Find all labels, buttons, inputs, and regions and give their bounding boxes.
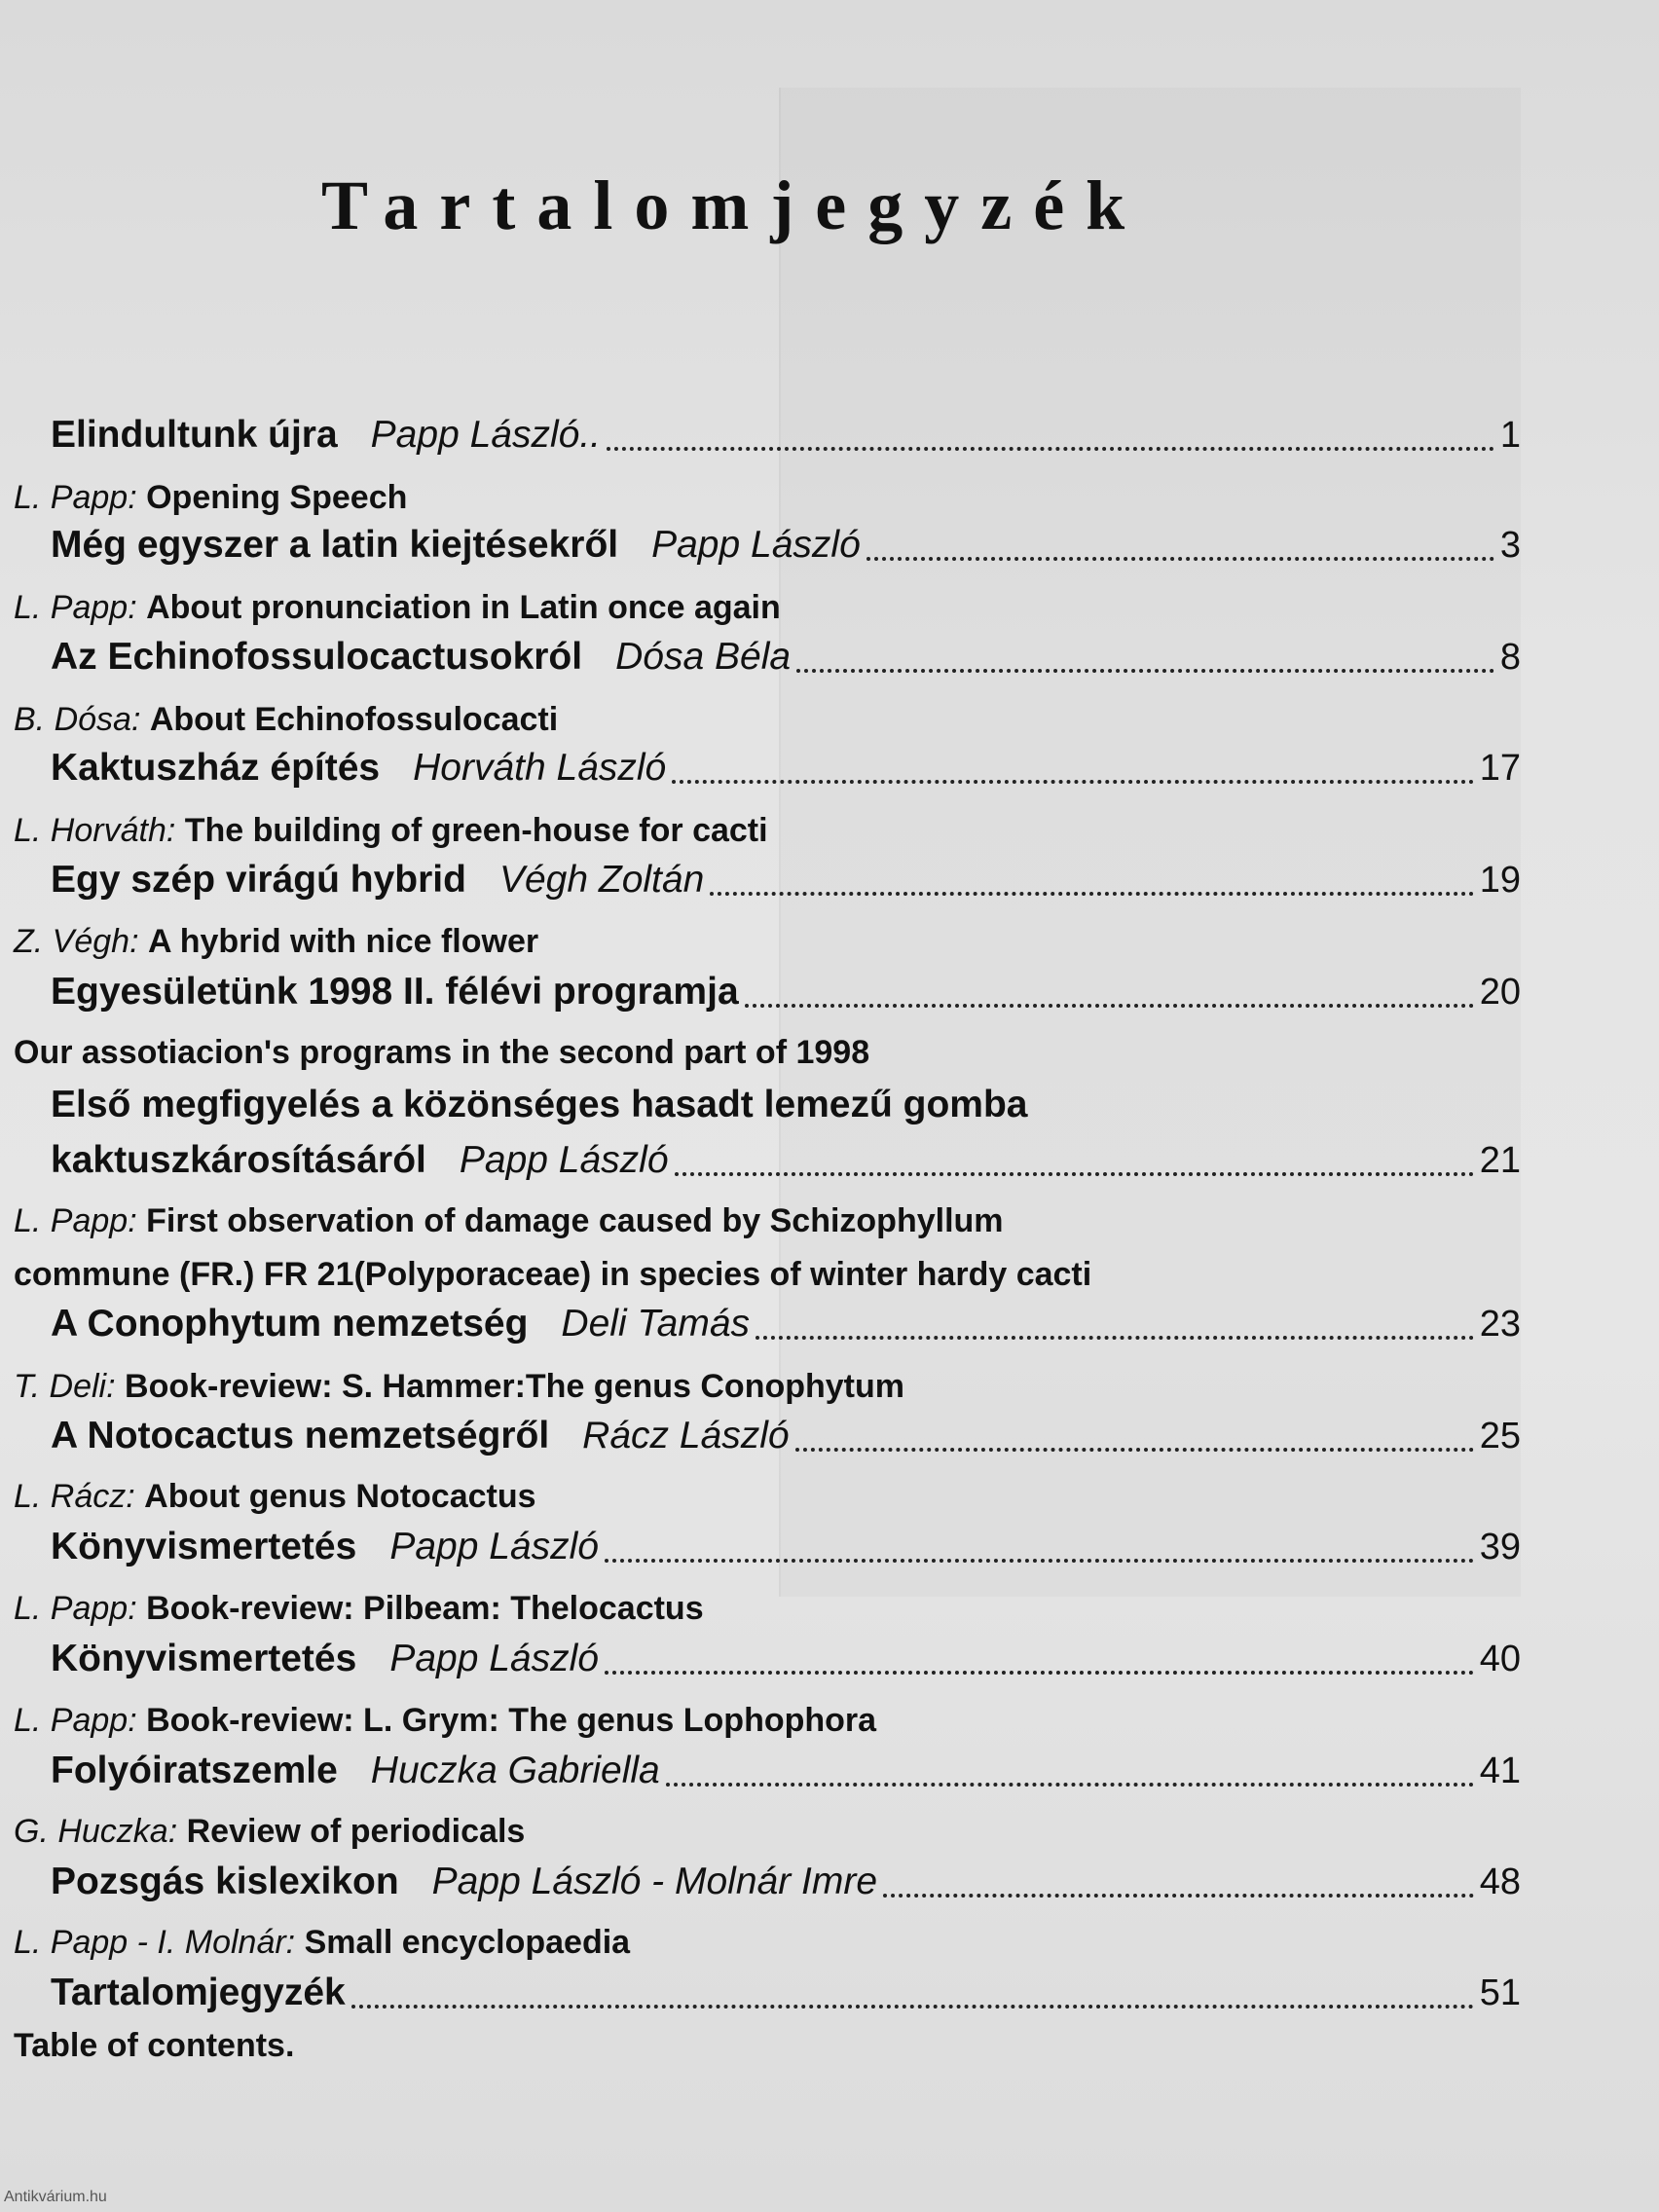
toc-entry-translation-line2	[14, 1256, 1091, 1299]
entry-page: 39	[1479, 1527, 1521, 1567]
entry-author: Papp László..	[370, 414, 601, 456]
translation-author: B. Dósa:	[14, 701, 141, 738]
translation-author: Z. Végh:	[14, 923, 139, 960]
translation-text: First observation of damage caused by Schizophyllum	[146, 1202, 1004, 1239]
toc-entry-main	[51, 524, 1521, 572]
entry-title: kaktuszkárosításáról	[51, 1139, 426, 1181]
entry-page: 40	[1479, 1639, 1521, 1679]
toc-entry-main	[51, 1526, 1521, 1574]
translation-author: L. Papp:	[14, 1590, 137, 1627]
translation-author: L. Papp:	[14, 1702, 137, 1739]
dot-leader	[710, 892, 1473, 896]
entry-author: Papp László - Molnár Imre	[431, 1861, 878, 1902]
watermark: Antikvárium.hu	[4, 2189, 107, 2205]
dot-leader	[675, 1172, 1474, 1176]
dot-leader	[866, 557, 1494, 561]
dot-leader	[605, 1559, 1474, 1563]
translation-text: About genus Notocactus	[144, 1478, 536, 1515]
entry-author: Papp László	[459, 1139, 669, 1181]
entry-title: Egyesületünk 1998 II. félévi programja	[51, 971, 739, 1013]
entry-author: Papp László	[389, 1526, 599, 1567]
toc-entry-translation	[14, 589, 781, 632]
dot-leader	[745, 1004, 1474, 1008]
dot-leader	[672, 780, 1473, 784]
entry-title: Pozsgás kislexikon	[51, 1861, 399, 1902]
translation-author: L. Rácz:	[14, 1478, 135, 1515]
entry-page: 20	[1479, 972, 1521, 1013]
translation-author: G. Huczka:	[14, 1813, 178, 1850]
translation-text: Book-review: Pilbeam: Thelocactus	[146, 1590, 704, 1627]
dot-leader	[605, 1671, 1474, 1675]
entry-title: Tartalomjegyzék	[51, 1972, 346, 2013]
toc-entry-main	[51, 859, 1521, 907]
dot-leader	[666, 1783, 1474, 1787]
entry-page: 23	[1479, 1304, 1521, 1345]
translation-text: Our assotiacion's programs in the second part of 1998	[14, 1034, 870, 1071]
toc-entry-main	[51, 1861, 1521, 1909]
translation-text: About Echinofossulocacti	[149, 701, 559, 738]
translation-text: Book-review: L. Grym: The genus Lophophora	[146, 1702, 877, 1739]
toc-entry-translation	[14, 1034, 869, 1077]
entry-title: Elindultunk újra	[51, 414, 338, 456]
toc-entry-main	[51, 1303, 1521, 1351]
entry-title: Könyvismertetés	[51, 1638, 357, 1679]
translation-author: L. Papp:	[14, 1202, 137, 1239]
toc-entry-main	[51, 971, 1521, 1019]
toc-entry-translation	[14, 1813, 525, 1856]
toc-entry-translation	[14, 2027, 294, 2070]
entry-title: Az Echinofossulocactusokról	[51, 636, 583, 678]
toc-entry-translation	[14, 1478, 536, 1521]
entry-page: 41	[1479, 1751, 1521, 1791]
toc-entry-main	[51, 414, 1521, 462]
toc-entry-translation	[14, 479, 407, 522]
entry-page: 19	[1479, 860, 1521, 901]
toc-entry-translation	[14, 701, 558, 744]
entry-title: Folyóiratszemle	[51, 1750, 338, 1791]
toc-entry-translation	[14, 923, 538, 966]
dot-leader	[796, 669, 1494, 673]
translation-text: A hybrid with nice flower	[147, 923, 539, 960]
dot-leader	[607, 447, 1494, 451]
entry-author: Papp László	[651, 524, 861, 566]
entry-author: Horváth László	[413, 747, 667, 789]
toc-entry-main	[51, 1415, 1521, 1463]
toc-entry-main-line1	[51, 1081, 1521, 1129]
entry-author: Végh Zoltán	[498, 859, 705, 901]
toc-entry-translation	[14, 1590, 704, 1633]
translation-author: L. Papp - I. Molnár:	[14, 1924, 296, 1961]
translation-author: L. Papp:	[14, 479, 137, 516]
toc-entry-translation	[14, 1702, 876, 1745]
translation-text: Table of contents.	[14, 2027, 295, 2064]
entry-page: 48	[1479, 1862, 1521, 1902]
entry-page: 51	[1479, 1972, 1521, 2013]
translation-author: T. Deli:	[14, 1368, 116, 1405]
toc-entry-main	[51, 1139, 1521, 1188]
translation-text-line2: commune (FR.) FR 21(Polyporaceae) in species of winter hardy cacti	[14, 1256, 1092, 1293]
entry-page: 17	[1479, 748, 1521, 789]
entry-title: Még egyszer a latin kiejtésekről	[51, 524, 619, 566]
toc-entry-translation	[14, 1368, 904, 1411]
dot-leader	[351, 2005, 1474, 2009]
entry-author: Dósa Béla	[615, 636, 792, 678]
entry-title-line1: Első megfigyelés a közönséges hasadt lemezű gomba	[51, 1084, 1028, 1125]
entry-author: Huczka Gabriella	[370, 1750, 660, 1791]
toc-entry-main	[51, 747, 1521, 795]
entry-title: A Notocactus nemzetségről	[51, 1415, 550, 1456]
entry-title: Kaktuszház építés	[51, 747, 381, 789]
entry-page: 3	[1499, 525, 1521, 566]
entry-page: 1	[1499, 415, 1521, 456]
entry-page: 25	[1479, 1416, 1521, 1456]
page-title: Tartalomjegyzék	[321, 166, 1147, 244]
translation-text: Opening Speech	[146, 479, 408, 516]
entry-title: A Conophytum nemzetség	[51, 1303, 529, 1345]
toc-entry-main	[51, 1972, 1521, 2020]
entry-title: Egy szép virágú hybrid	[51, 859, 466, 901]
entry-page: 8	[1499, 637, 1521, 678]
toc-entry-main	[51, 1750, 1521, 1798]
translation-text: Review of periodicals	[186, 1813, 526, 1850]
entry-title: Könyvismertetés	[51, 1526, 357, 1567]
entry-page: 21	[1479, 1140, 1521, 1181]
toc-entry-main	[51, 1638, 1521, 1686]
translation-text: About pronunciation in Latin once again	[146, 589, 781, 626]
entry-author: Rácz László	[582, 1415, 790, 1456]
translation-author: L. Horváth:	[14, 812, 176, 849]
dot-leader	[883, 1894, 1474, 1898]
toc-entry-translation	[14, 812, 768, 855]
translation-text: Small encyclopaedia	[304, 1924, 631, 1961]
toc-entry-main	[51, 636, 1521, 684]
translation-author: L. Papp:	[14, 589, 137, 626]
translation-text: The building of green-house for cacti	[184, 812, 768, 849]
entry-author: Deli Tamás	[561, 1303, 751, 1345]
toc-entry-translation	[14, 1202, 1004, 1245]
dot-leader	[795, 1448, 1474, 1452]
toc-entry-translation	[14, 1924, 630, 1967]
translation-text: Book-review: S. Hammer:The genus Conophytum	[125, 1368, 905, 1405]
dot-leader	[756, 1336, 1474, 1340]
entry-author: Papp László	[389, 1638, 599, 1679]
